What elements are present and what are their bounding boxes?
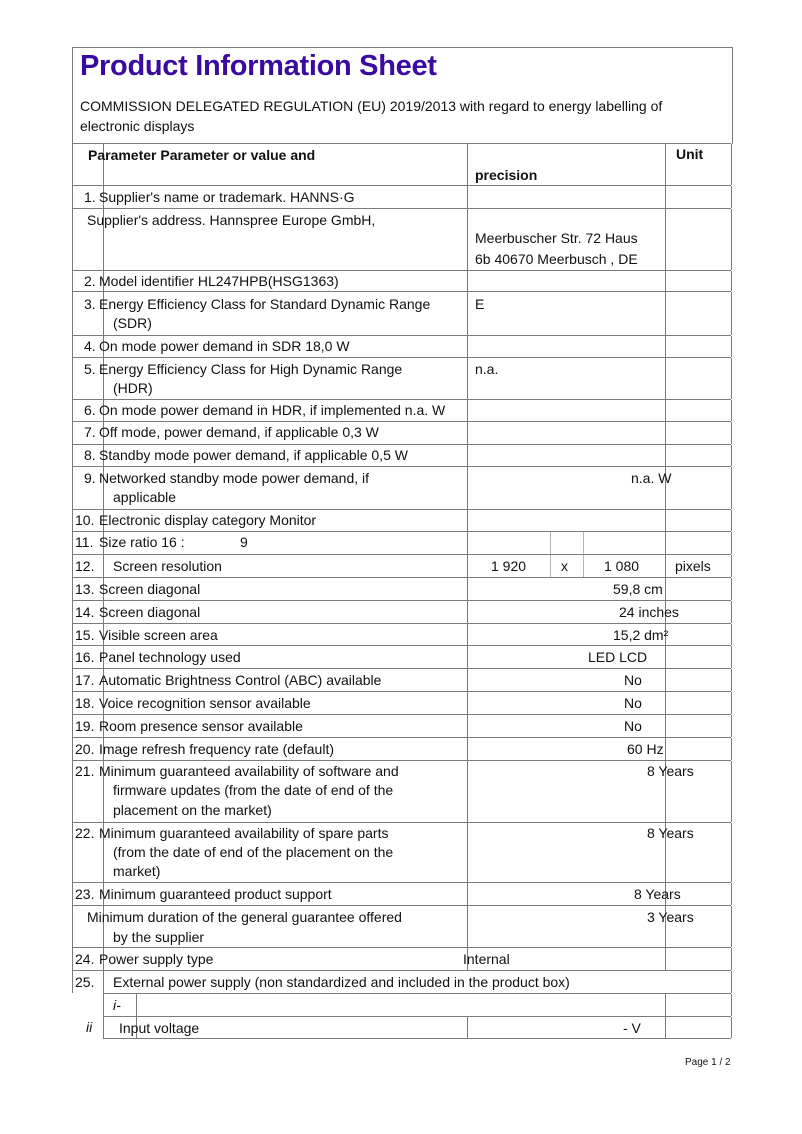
row-label: Supplier's name or trademark. HANNS·G bbox=[99, 189, 355, 205]
row-label: Automatic Brightness Control (ABC) available bbox=[99, 672, 382, 688]
row-label-cont: applicable bbox=[113, 489, 177, 505]
row-label: Minimum duration of the general guarantee offered bbox=[87, 909, 402, 925]
table-row bbox=[72, 270, 731, 291]
row-value: 24 inches bbox=[619, 604, 679, 620]
row-number: 25. bbox=[75, 974, 95, 990]
table-row bbox=[72, 577, 731, 600]
resolution-vertical: 1 080 bbox=[604, 558, 640, 574]
table-header-row bbox=[72, 143, 731, 185]
row-value: 3 Years bbox=[647, 909, 694, 925]
ratio-value: 9 bbox=[240, 534, 248, 550]
row-number: 16. bbox=[75, 649, 95, 665]
row-number: 21. bbox=[75, 763, 95, 779]
row-number: 12. bbox=[75, 558, 95, 574]
row-label: Panel technology used bbox=[99, 649, 241, 665]
row-number: 1. bbox=[84, 189, 96, 205]
column-header-parameter: Parameter Parameter or value and bbox=[88, 147, 316, 163]
table-row bbox=[72, 668, 731, 691]
row-value: n.a. W bbox=[631, 470, 672, 486]
table-row bbox=[72, 737, 731, 760]
row-value: Internal bbox=[463, 951, 510, 967]
row-label: Model identifier HL247HPB(HSG1363) bbox=[99, 273, 339, 289]
table-row bbox=[72, 623, 731, 645]
row-number: 13. bbox=[75, 581, 95, 597]
row-label: Power supply type bbox=[99, 951, 214, 967]
page-title: Product Information Sheet bbox=[80, 50, 437, 82]
row-number: 23. bbox=[75, 886, 95, 902]
table-row bbox=[72, 466, 731, 509]
row-value: 15,2 dm² bbox=[613, 627, 669, 643]
row-label-cont: firmware updates (from the date of end of the bbox=[113, 782, 394, 798]
row-label: Visible screen area bbox=[99, 627, 218, 643]
row-number: 24. bbox=[75, 951, 95, 967]
table-row bbox=[72, 554, 731, 577]
row-label: On mode power demand in HDR, if implemented n.a. W bbox=[99, 402, 446, 418]
column-header-precision: precision bbox=[475, 167, 538, 183]
row-label: External power supply (non standardized and included in the product box) bbox=[113, 974, 570, 990]
row-value: 8 Years bbox=[647, 825, 694, 841]
row-label-cont: placement on the market) bbox=[113, 802, 272, 818]
row-value: LED LCD bbox=[588, 649, 648, 665]
row-label: i- bbox=[113, 997, 121, 1013]
table-row bbox=[72, 970, 731, 993]
row-number: 17. bbox=[75, 672, 95, 688]
row-label: Standby mode power demand, if applicable 0,5 W bbox=[99, 447, 408, 463]
row-number: 3. bbox=[84, 296, 96, 312]
table-row bbox=[72, 760, 731, 822]
row-label: Energy Efficiency Class for Standard Dynamic Range bbox=[99, 296, 431, 312]
row-label: Minimum guaranteed availability of software and bbox=[99, 763, 399, 779]
row-number: 6. bbox=[84, 402, 96, 418]
row-label: Electronic display category Monitor bbox=[99, 512, 317, 528]
table-row bbox=[72, 905, 731, 947]
row-label: Voice recognition sensor available bbox=[99, 695, 311, 711]
row-label-cont: (from the date of end of the placement on the bbox=[113, 844, 394, 860]
row-label-cont: market) bbox=[113, 863, 161, 879]
row-number: 14. bbox=[75, 604, 95, 620]
row-label: Off mode, power demand, if applicable 0,3 W bbox=[99, 424, 379, 440]
row-value: 8 Years bbox=[647, 763, 694, 779]
row-label-cont: (SDR) bbox=[113, 315, 152, 331]
row-label: Room presence sensor available bbox=[99, 718, 303, 734]
row-value: 8 Years bbox=[634, 886, 681, 902]
regulation-subtitle: COMMISSION DELEGATED REGULATION (EU) 2019/2013 with regard to energy labelling of electronic displays bbox=[80, 98, 663, 134]
row-value: 59,8 cm bbox=[613, 581, 663, 597]
row-number: 20. bbox=[75, 741, 95, 757]
row-label: Minimum guaranteed product support bbox=[99, 886, 332, 902]
row-number: 15. bbox=[75, 627, 95, 643]
row-label: Screen resolution bbox=[113, 558, 222, 574]
row-label: Minimum guaranteed availability of spare parts bbox=[99, 825, 389, 841]
resolution-horizontal: 1 920 bbox=[491, 558, 527, 574]
table-row bbox=[72, 947, 731, 970]
row-label: Energy Efficiency Class for High Dynamic Range bbox=[99, 361, 403, 377]
row-label: Screen diagonal bbox=[99, 604, 201, 620]
table-row bbox=[103, 993, 731, 1016]
row-value: No bbox=[624, 672, 642, 688]
row-number: 19. bbox=[75, 718, 95, 734]
row-label-cont: (HDR) bbox=[113, 380, 153, 396]
table-row bbox=[72, 421, 731, 444]
table-row bbox=[72, 335, 731, 357]
row-label: On mode power demand in SDR 18,0 W bbox=[99, 338, 350, 354]
row-label: Supplier's address. Hannspree Europe GmbH, bbox=[87, 212, 376, 228]
table-row bbox=[72, 444, 731, 466]
row-label-cont: by the supplier bbox=[113, 929, 205, 945]
table-row bbox=[72, 399, 731, 421]
resolution-separator: x bbox=[561, 558, 568, 574]
page-number: Page 1 / 2 bbox=[685, 1057, 731, 1068]
row-value: 60 Hz bbox=[627, 741, 664, 757]
row-label: Screen diagonal bbox=[99, 581, 201, 597]
table-row bbox=[72, 509, 731, 531]
row-number: 18. bbox=[75, 695, 95, 711]
row-number: 8. bbox=[84, 447, 96, 463]
table-row bbox=[72, 208, 731, 270]
row-number: 7. bbox=[84, 424, 96, 440]
table-row bbox=[72, 600, 731, 623]
row-value: No bbox=[624, 718, 642, 734]
row-value: 6b 40670 Meerbusch , DE bbox=[475, 251, 638, 267]
row-number: 5. bbox=[84, 361, 96, 377]
table-row bbox=[72, 531, 731, 554]
row-value: - V bbox=[623, 1020, 641, 1036]
row-label: Networked standby mode power demand, if bbox=[99, 470, 370, 486]
row-label: Size ratio 16 : bbox=[99, 534, 185, 550]
table-row bbox=[72, 691, 731, 714]
table-row bbox=[72, 357, 731, 399]
row-value: No bbox=[624, 695, 642, 711]
table-row bbox=[72, 822, 731, 882]
row-number: 11. bbox=[75, 534, 94, 550]
row-label: Input voltage bbox=[119, 1020, 200, 1036]
row-label: Image refresh frequency rate (default) bbox=[99, 741, 335, 757]
row-number: 22. bbox=[75, 825, 95, 841]
row-value: E bbox=[475, 296, 485, 312]
table-row bbox=[103, 1016, 731, 1039]
row-number: 9. bbox=[84, 470, 96, 486]
table-row bbox=[72, 185, 731, 208]
table-row bbox=[72, 882, 731, 905]
column-header-unit: Unit bbox=[676, 146, 704, 162]
row-value: n.a. bbox=[475, 361, 499, 377]
table-row bbox=[72, 645, 731, 668]
row-number: ii bbox=[86, 1019, 93, 1035]
row-number: 4. bbox=[84, 338, 96, 354]
row-number: 2. bbox=[84, 273, 96, 289]
row-number: 10. bbox=[75, 512, 95, 528]
row-unit: pixels bbox=[675, 558, 711, 574]
table-row bbox=[72, 714, 731, 737]
row-value: Meerbuscher Str. 72 Haus bbox=[475, 230, 638, 246]
table-row bbox=[72, 291, 731, 335]
